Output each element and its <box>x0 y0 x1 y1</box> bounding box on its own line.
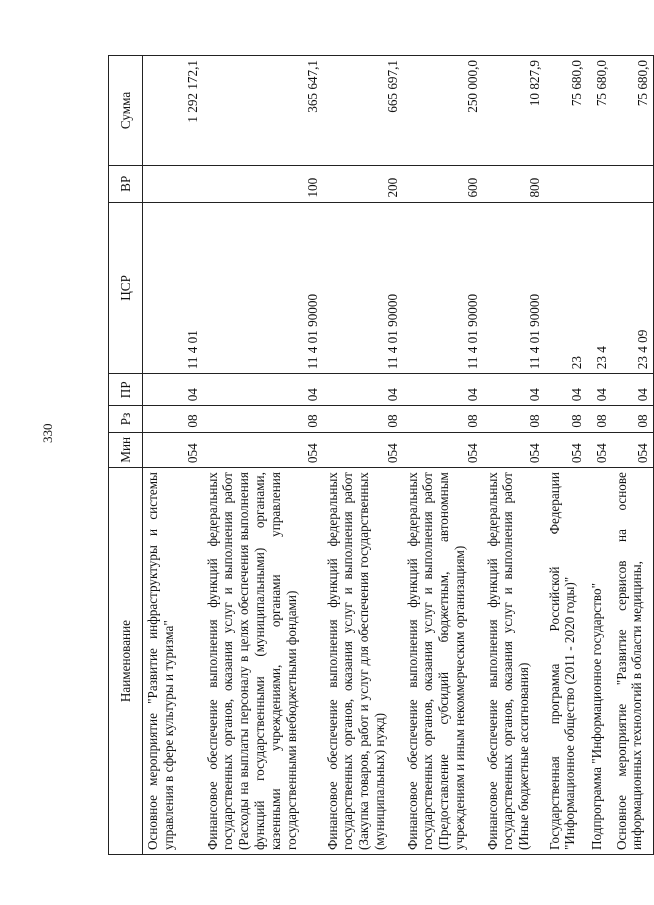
cell-csr: 11 4 01 90000 <box>483 202 545 374</box>
header-vr: ВР <box>109 165 143 202</box>
cell-vr <box>612 165 654 202</box>
cell-vr: 600 <box>403 165 483 202</box>
cell-min: 054 <box>545 432 587 467</box>
cell-name: Подпрограмма "Информационное государство" <box>587 468 612 855</box>
rotated-budget-table <box>108 55 651 855</box>
cell-sum: 75 680,0 <box>587 56 612 166</box>
cell-name: Финансовое обеспечение выполнения функций федеральных государственных органов, оказания услуг и выполнения работ (Иные бюджетные ассигнования) <box>483 468 545 855</box>
header-csr: ЦСР <box>109 202 143 374</box>
cell-name: Финансовое обеспечение выполнения функций федеральных государственных органов, оказания услуг и выполнения работ (Предоставление субсидий бюджетным, автономным учреждениям и иным некоммерческим организациям) <box>403 468 483 855</box>
cell-vr <box>143 165 203 202</box>
table-row <box>545 56 587 855</box>
table-row <box>403 56 483 855</box>
cell-min: 054 <box>143 432 203 467</box>
table-row <box>143 56 203 855</box>
cell-pr: 04 <box>612 374 654 406</box>
cell-name: Основное мероприятие "Развитие сервисов на основе информационных технологий в области медицины, <box>612 468 654 855</box>
cell-min: 054 <box>612 432 654 467</box>
header-pr: ПР <box>109 374 143 406</box>
header-rz: Рз <box>109 406 143 432</box>
cell-min: 054 <box>483 432 545 467</box>
header-min: Мин <box>109 432 143 467</box>
header-sum: Сумма <box>109 56 143 166</box>
cell-rz: 08 <box>483 406 545 432</box>
cell-rz: 08 <box>545 406 587 432</box>
cell-csr: 11 4 01 90000 <box>403 202 483 374</box>
page-number: 330 <box>40 423 55 443</box>
header-name: Наименование <box>109 468 143 855</box>
cell-rz: 08 <box>203 406 323 432</box>
cell-name: Финансовое обеспечение выполнения функций федеральных государственных органов, оказания услуг и выполнения работ (Закупка товаров, работ и услуг для обеспечения государственных (муниципальных) нужд) <box>323 468 403 855</box>
cell-min: 054 <box>323 432 403 467</box>
table-row <box>323 56 403 855</box>
cell-name: Государственная программа Российской Федерации "Информационное общество (2011 - 2020 годы)" <box>545 468 587 855</box>
cell-pr: 04 <box>143 374 203 406</box>
table-header-row <box>109 56 143 855</box>
cell-sum: 75 680,0 <box>545 56 587 166</box>
cell-csr: 23 <box>545 202 587 374</box>
table-row <box>483 56 545 855</box>
cell-csr: 11 4 01 90000 <box>323 202 403 374</box>
cell-pr: 04 <box>203 374 323 406</box>
cell-csr: 11 4 01 90000 <box>203 202 323 374</box>
cell-rz: 08 <box>612 406 654 432</box>
cell-rz: 08 <box>403 406 483 432</box>
cell-min: 054 <box>587 432 612 467</box>
cell-pr: 04 <box>587 374 612 406</box>
cell-csr: 23 4 09 <box>612 202 654 374</box>
cell-csr: 11 4 01 <box>143 202 203 374</box>
cell-rz: 08 <box>143 406 203 432</box>
cell-sum: 250 000,0 <box>403 56 483 166</box>
cell-vr <box>545 165 587 202</box>
cell-pr: 04 <box>483 374 545 406</box>
cell-min: 054 <box>403 432 483 467</box>
cell-pr: 04 <box>323 374 403 406</box>
cell-csr: 23 4 <box>587 202 612 374</box>
cell-sum: 75 680,0 <box>612 56 654 166</box>
cell-pr: 04 <box>545 374 587 406</box>
cell-sum: 665 697,1 <box>323 56 403 166</box>
cell-name: Основное мероприятие "Развитие инфраструктуры и системы управления в сфере культуры и туризма" <box>143 468 203 855</box>
cell-min: 054 <box>203 432 323 467</box>
cell-vr <box>587 165 612 202</box>
cell-rz: 08 <box>323 406 403 432</box>
cell-vr: 200 <box>323 165 403 202</box>
cell-sum: 10 827,9 <box>483 56 545 166</box>
cell-rz: 08 <box>587 406 612 432</box>
table-row <box>203 56 323 855</box>
cell-vr: 800 <box>483 165 545 202</box>
cell-vr: 100 <box>203 165 323 202</box>
cell-name: Финансовое обеспечение выполнения функций федеральных государственных органов, оказания услуг и выполнения работ (Расходы на выплаты персоналу в целях обеспечения выполнения функций государственными (муниципальными) органами, казенными учреждениями, органами управления государственными внебюджетными фондами) <box>203 468 323 855</box>
table-row <box>612 56 654 855</box>
budget-table <box>108 55 654 855</box>
table-row <box>587 56 612 855</box>
cell-sum: 1 292 172,1 <box>143 56 203 166</box>
cell-sum: 365 647,1 <box>203 56 323 166</box>
cell-pr: 04 <box>403 374 483 406</box>
